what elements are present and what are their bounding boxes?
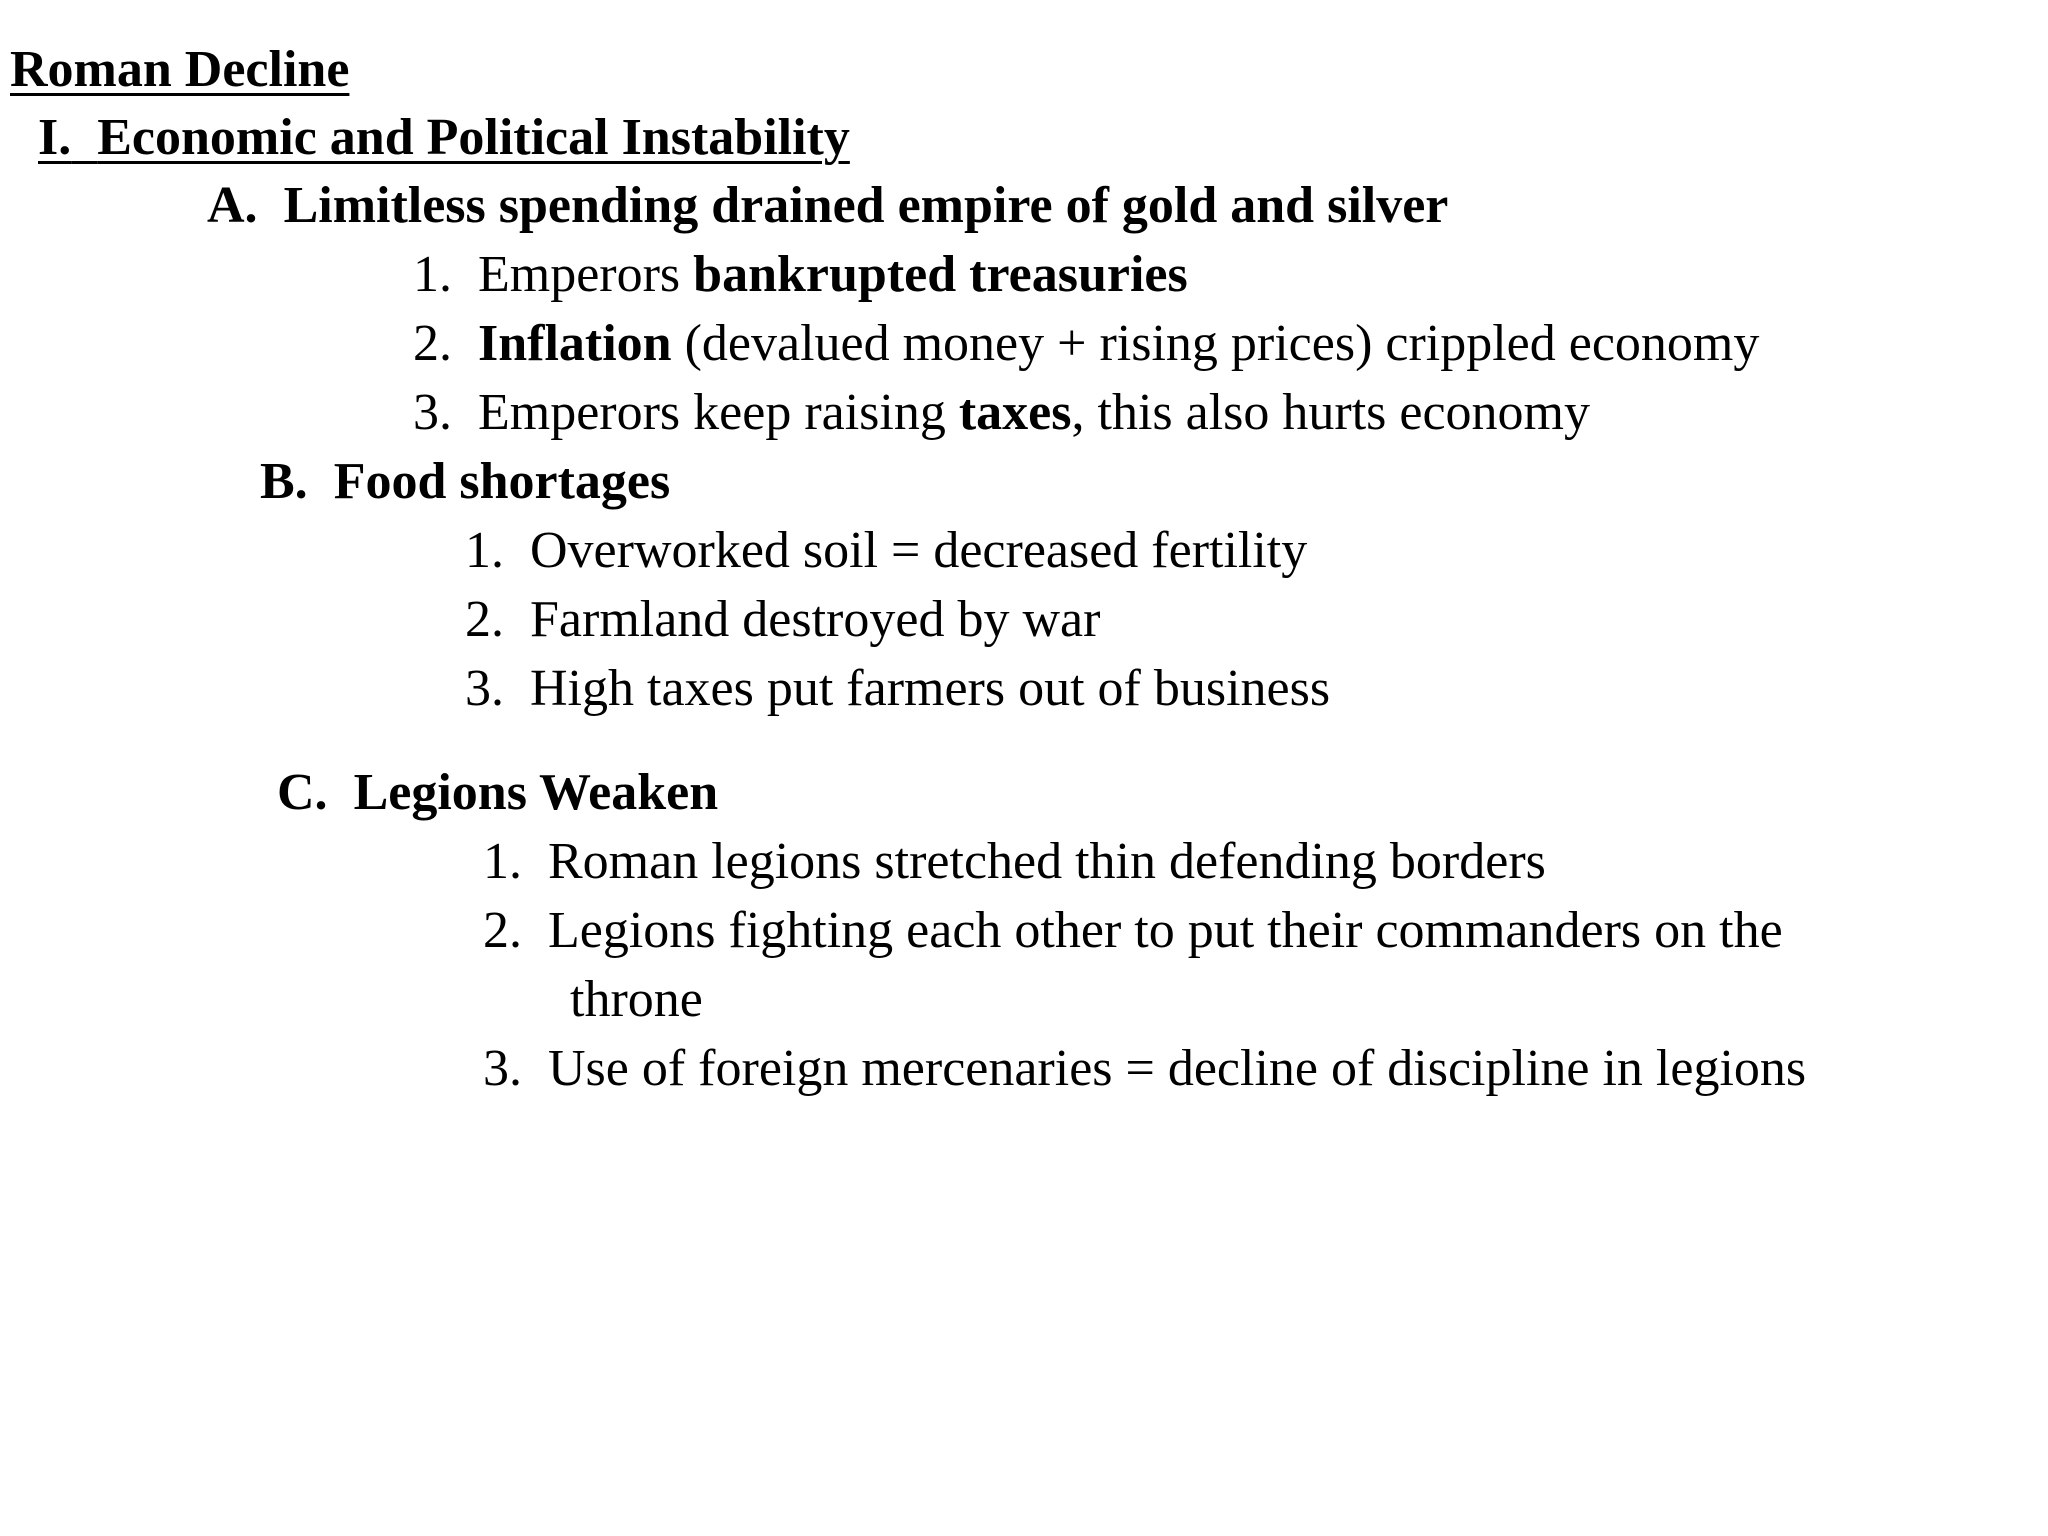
item-number: 2. — [465, 591, 504, 648]
section-heading-text: Economic and Political Instability — [97, 109, 850, 166]
list-item-b3 — [465, 659, 1330, 719]
item-emphasis: bankrupted treasuries — [693, 246, 1188, 303]
subsection-heading-text: Limitless spending drained empire of gold and silver — [283, 177, 1449, 234]
item-number: 3. — [413, 384, 452, 441]
item-number: 3. — [483, 1040, 522, 1097]
item-text: Emperors keep raising — [478, 384, 959, 441]
list-item-c1 — [483, 832, 1546, 892]
subsection-heading-a — [207, 176, 1448, 236]
subsection-heading-c — [277, 763, 718, 823]
item-number: 1. — [483, 833, 522, 890]
list-item-c2 — [483, 901, 1783, 961]
item-text-after: (devalued money + rising prices) crippled economy — [671, 315, 1760, 372]
item-number: 2. — [483, 902, 522, 959]
subsection-heading-b — [260, 452, 670, 512]
subsection-marker: A. — [207, 177, 258, 234]
section-heading-economic-political-instability — [38, 108, 850, 168]
list-item-b1 — [465, 521, 1307, 581]
item-text: Use of foreign mercenaries = decline of discipline in legions — [548, 1040, 1807, 1097]
list-item-a2 — [413, 314, 1759, 374]
item-number: 2. — [413, 315, 452, 372]
item-number: 3. — [465, 660, 504, 717]
list-item-c3 — [483, 1039, 1806, 1099]
item-number: 1. — [413, 246, 452, 303]
section-marker: I. — [38, 109, 72, 166]
subsection-marker: B. — [260, 453, 308, 510]
subsection-heading-text: Legions Weaken — [353, 764, 719, 821]
list-item-c2-continuation: throne — [570, 971, 703, 1028]
subsection-heading-text: Food shortages — [333, 453, 671, 510]
document-title: Roman Decline — [10, 41, 350, 98]
item-text: Emperors — [478, 246, 694, 303]
item-text-after: , this also hurts economy — [1071, 384, 1591, 441]
item-text: Overworked soil = decreased fertility — [530, 522, 1308, 579]
item-number: 1. — [465, 522, 504, 579]
item-emphasis: Inflation — [478, 315, 672, 372]
item-text: Legions fighting each other to put their commanders on the — [548, 902, 1783, 959]
item-text: High taxes put farmers out of business — [530, 660, 1331, 717]
item-text: Roman legions stretched thin defending borders — [548, 833, 1546, 890]
item-emphasis: taxes — [958, 384, 1072, 441]
list-item-a1 — [413, 245, 1188, 305]
list-item-b2 — [465, 590, 1100, 650]
list-item-a3 — [413, 383, 1590, 443]
item-text: Farmland destroyed by war — [530, 591, 1101, 648]
subsection-marker: C. — [277, 764, 328, 821]
